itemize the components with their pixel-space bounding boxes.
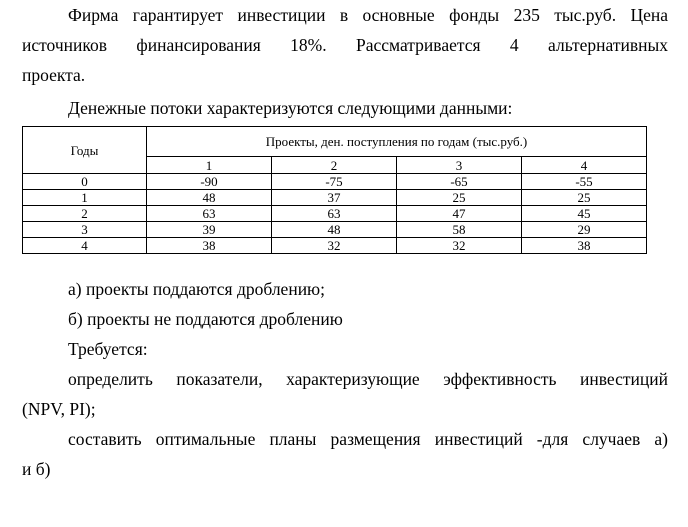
value-cell: -90: [147, 174, 272, 190]
value-cell: 32: [397, 238, 522, 254]
value-cell: 63: [147, 206, 272, 222]
value-cell: 38: [147, 238, 272, 254]
table-row: [23, 206, 647, 222]
value-cell: 37: [272, 190, 397, 206]
intro-line-1: Фирма гарантирует инвестиции в основные фонды 235 тыс.руб. Цена: [68, 5, 668, 25]
intro-line-2: источников финансирования 18%. Рассматривается 4 альтернативных: [22, 35, 668, 55]
table-row: [23, 238, 647, 254]
case-b: б) проекты не поддаются дроблению: [68, 309, 343, 329]
table-row: [23, 190, 647, 206]
table-caption: Денежные потоки характеризуются следующими данными:: [68, 98, 513, 118]
year-cell: 4: [23, 238, 147, 254]
value-cell: 39: [147, 222, 272, 238]
task-2-line-2: и б): [22, 459, 51, 479]
value-cell: 45: [522, 206, 647, 222]
year-cell: 1: [23, 190, 147, 206]
value-cell: -65: [397, 174, 522, 190]
table-row: [23, 222, 647, 238]
value-cell: -75: [272, 174, 397, 190]
value-cell: 58: [397, 222, 522, 238]
case-a: а) проекты поддаются дроблению;: [68, 279, 325, 299]
task-2-line-1: составить оптимальные планы размещения инвестиций -для случаев а): [68, 429, 668, 449]
project-number: 4: [522, 157, 647, 174]
year-cell: 2: [23, 206, 147, 222]
task-1-line-2: (NPV, PI);: [22, 399, 96, 419]
cash-flow-table: [22, 126, 647, 254]
document-page: [22, 0, 668, 484]
value-cell: 38: [522, 238, 647, 254]
value-cell: 29: [522, 222, 647, 238]
value-cell: 47: [397, 206, 522, 222]
year-cell: 0: [23, 174, 147, 190]
task-1-line-1: определить показатели, характеризующие эффективность инвестиций: [68, 369, 668, 389]
value-cell: -55: [522, 174, 647, 190]
table-header-row: [23, 127, 647, 157]
project-number: 1: [147, 157, 272, 174]
projects-header: Проекты, ден. поступления по годам (тыс.руб.): [147, 127, 647, 157]
requirements-label: Требуется:: [68, 339, 148, 359]
value-cell: 32: [272, 238, 397, 254]
value-cell: 63: [272, 206, 397, 222]
project-number: 2: [272, 157, 397, 174]
table-row: [23, 174, 647, 190]
project-number: 3: [397, 157, 522, 174]
intro-line-3: проекта.: [22, 65, 86, 85]
value-cell: 25: [397, 190, 522, 206]
years-header: Годы: [23, 127, 147, 174]
value-cell: 48: [147, 190, 272, 206]
value-cell: 48: [272, 222, 397, 238]
year-cell: 3: [23, 222, 147, 238]
value-cell: 25: [522, 190, 647, 206]
